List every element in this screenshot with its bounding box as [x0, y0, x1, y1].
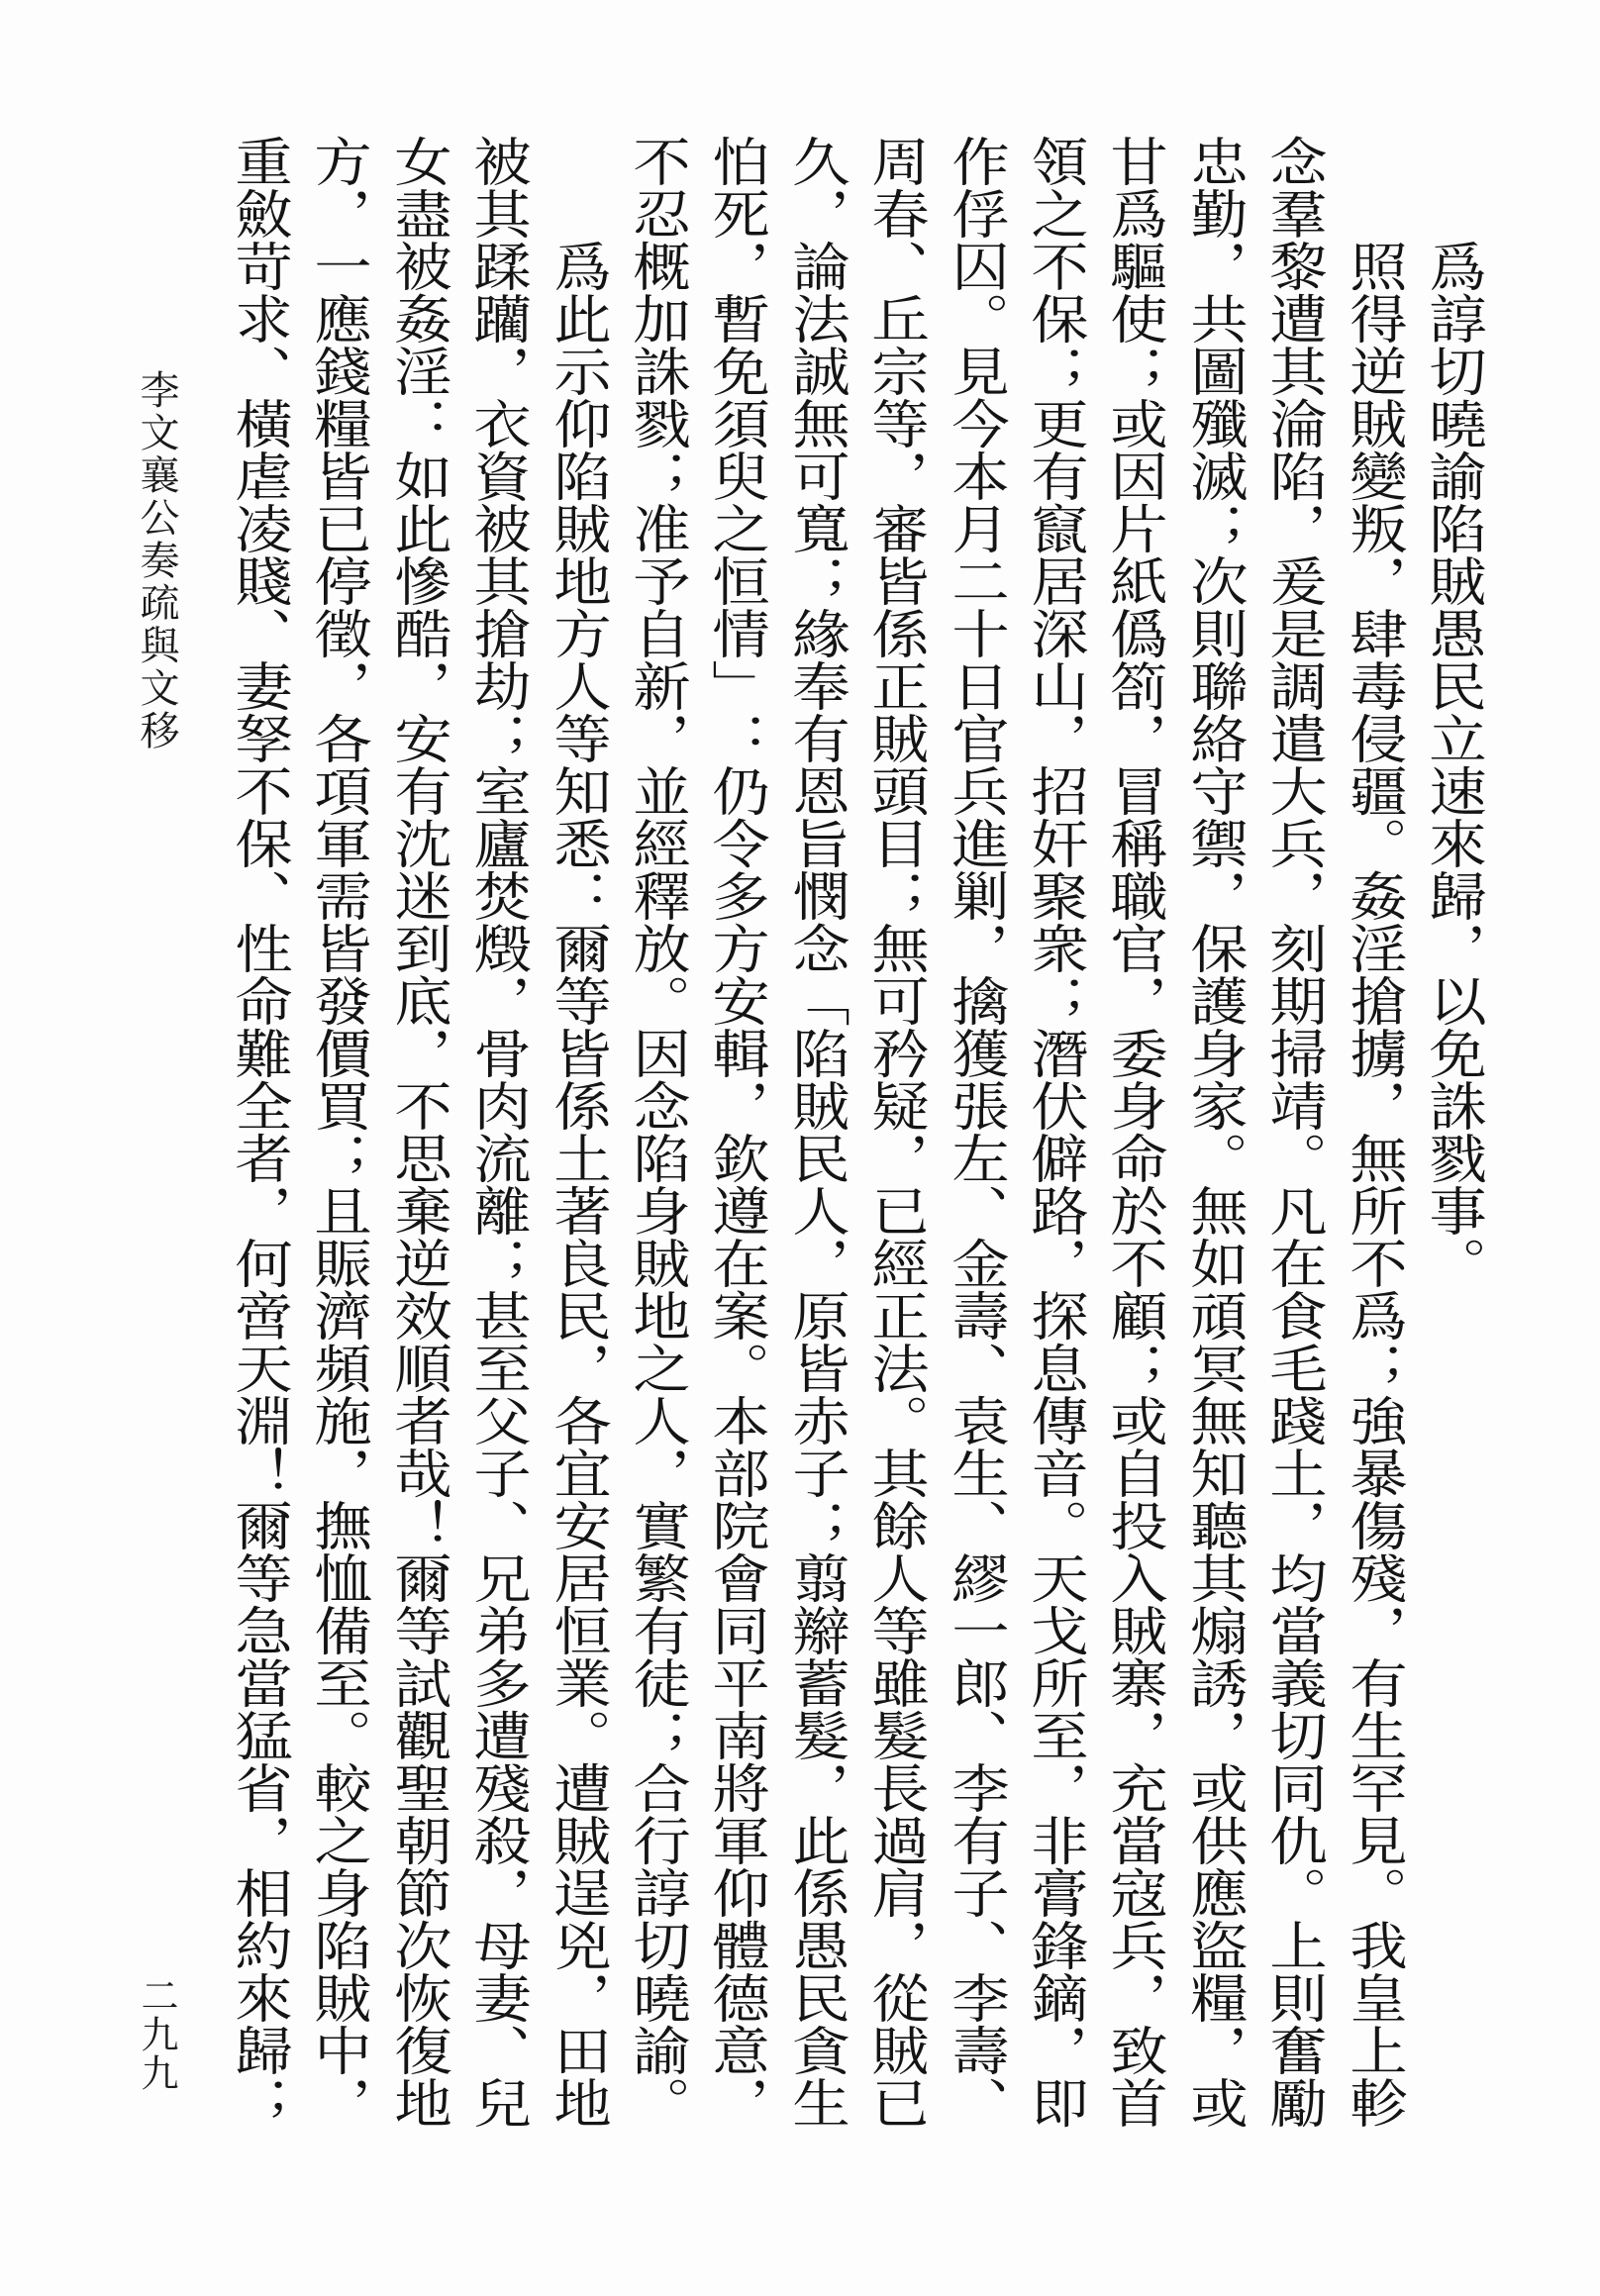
text-column: 女盡被姦淫：如此慘酷，安有沈迷到底，不思棄逆效順者哉！爾等試觀聖朝節次恢復地 — [385, 135, 452, 2129]
text-column: 忠勤，共圖殲滅；次則聯絡守禦，保護身家。無如頑冥無知聽其煽誘，或供應盜糧，或 — [1181, 135, 1249, 2129]
text-column: 領之不保；更有竄居深山，招奸聚衆；潛伏僻路，探息傳音。天戈所至，非膏鋒鏑，即 — [1022, 135, 1089, 2129]
text-column: 久，論法誠無可寬；緣奉有恩旨憫念「陷賊民人，原皆赤子；翦辮蓄髮，此係愚民貪生 — [783, 135, 850, 2129]
text-column: 甘爲驅使；或因片紙僞箚，冒稱職官，委身命於不顧；或自投入賊寨，充當寇兵，致首 — [1101, 135, 1168, 2129]
text-column: 方，一應錢糧皆已停徵，各項軍需皆發價買；且賑濟頻施，撫恤備至。較之身陷賊中， — [305, 135, 372, 2129]
text-column: 被其蹂躪，衣資被其搶劫；室廬焚燬，骨肉流離；甚至父子、兄弟多遭殘殺，母妻、兒 — [464, 135, 532, 2129]
text-column: 重斂苛求、橫虐凌賤、妻孥不保、性命難全者，何啻天淵！爾等急當猛省，相約來歸； — [226, 135, 293, 2129]
text-column: 怕死，暫免須臾之恒情」：仍令多方安輯，欽遵在案。本部院會同平南將軍仰體德意， — [703, 135, 770, 2129]
text-column: 照得逆賊變叛，肆毒侵疆。姦淫搶擄，無所不爲；強暴傷殘，有生罕見。我皇上軫 — [1341, 240, 1408, 2129]
running-title: 李文襄公奏疏與文移 — [134, 369, 179, 752]
document-heading: 爲諄切曉諭陷賊愚民立速來歸，以免誅戮事。 — [1420, 240, 1487, 1289]
text-column: 作俘囚。見今本月二十日官兵進剿，擒獲張左、金壽、袁生、繆一郎、李有子、李壽、 — [943, 135, 1010, 2129]
text-column: 念羣黎遭其淪陷，爰是調遣大兵，刻期掃靖。凡在食毛踐土，均當義切同仇。上則奮勵 — [1260, 135, 1328, 2129]
text-column: 周春、丘宗等，審皆係正賊頭目；無可矜疑，已經正法。其餘人等雖髮長過肩，從賊已 — [862, 135, 930, 2129]
text-column: 爲此示仰陷賊地方人等知悉：爾等皆係土著良民，各宜安居恒業。遭賊逞兇，田地 — [545, 240, 612, 2129]
page-number: 二九九 — [135, 1976, 178, 2092]
text-column: 不忍概加誅戮；准予自新，並經釋放。因念陷身賊地之人，實繁有徒；合行諄切曉諭。 — [624, 135, 691, 2129]
